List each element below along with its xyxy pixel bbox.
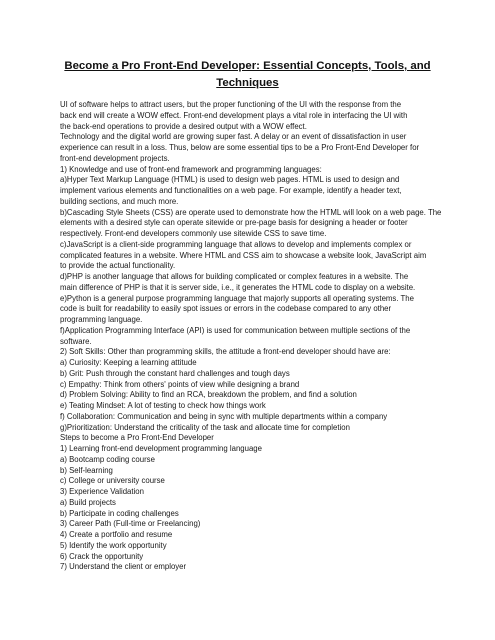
- body-line: a) Build projects: [60, 497, 116, 507]
- body-line: g)Prioritization: Understand the criticality of the task and allocate time for completion: [60, 422, 350, 432]
- body-line: c) College or university course: [60, 476, 165, 486]
- body-line: 2) Soft Skills: Other than programming skills, the attitude a front-end developer should have are:: [60, 347, 391, 357]
- body-line: 1) Learning front-end development programming language: [60, 444, 262, 453]
- body-line: a) Curiosity: Keeping a learning attitude: [60, 358, 197, 367]
- body-line: d) Problem Solving: Ability to find an RCA, breakdown the problem, and find a solution: [60, 390, 357, 400]
- body-line: 1) Knowledge and use of front-end framework and programming languages:: [60, 164, 322, 174]
- body-line: b) Self-learning: [60, 465, 113, 475]
- body-line: back end will create a WOW effect. Front-end development plays a vital role in interfacing the UI with: [60, 110, 408, 120]
- body-line: d)PHP is another language that allows for building complicated or complex features in a website. The: [60, 272, 409, 281]
- body-line: 4) Create a portfolio and resume: [60, 530, 173, 539]
- body-line: Steps to become a Pro Front-End Developer: [60, 433, 214, 443]
- body-line: the back-end operations to provide a desired output with a WOW effect.: [60, 121, 307, 131]
- body-line: c) Empathy: Think from others' points of view while designing a brand: [60, 379, 300, 389]
- body-line: 3) Career Path (Full-time or Freelancing): [60, 519, 201, 529]
- body-line: complicated features in a website. Where HTML and CSS aim to showcase a website look, JavaScript aim: [60, 250, 427, 260]
- body-line: respectively. Front-end developers commonly use sitewide CSS to save time.: [60, 229, 327, 238]
- body-line: 5) Identify the work opportunity: [60, 540, 167, 550]
- body-line: programming language.: [60, 315, 143, 324]
- body-line: e)Python is a general purpose programming language that majorly supports all operating systems. The: [60, 293, 414, 303]
- document-title: [60, 58, 435, 92]
- body-line: to provide the actual functionality.: [60, 261, 176, 271]
- body-line: b)Cascading Style Sheets (CSS) are operate used to demonstrate how the HTML will look on a web page. The: [60, 207, 442, 217]
- body-line: a)Hyper Text Markup Language (HTML) is used to design web pages. HTML is used to design and: [60, 175, 400, 185]
- body-line: 3) Experience Validation: [60, 487, 144, 496]
- body-line: code is built for readability to easily spot issues or errors in the codebase compared to any other: [60, 304, 392, 314]
- body-line: c)JavaScript is a client-side programming language that allows to develop and implements complex or: [60, 239, 412, 249]
- title-line: Become a Pro Front-End Developer: Essential Concepts, Tools, and: [64, 60, 431, 72]
- title-line: Techniques: [216, 77, 279, 89]
- body-line: front-end development projects.: [60, 153, 170, 163]
- body-line: main difference of PHP is that it is server side, i.e., it generates the HTML code to display on a website.: [60, 282, 416, 292]
- body-line: a) Bootcamp coding course: [60, 454, 155, 464]
- body-line: b) Grit: Push through the constant hard challenges and tough days: [60, 368, 290, 378]
- body-line: building sections, and much more.: [60, 196, 179, 206]
- body-line: experience can result in a loss. Thus, below are some essential tips to be a Pro Front-End Developer for: [60, 143, 420, 152]
- body-line: Technology and the digital world are growing super fast. A delay or an event of dissatisfaction in user: [60, 132, 407, 142]
- body-line: e) Teating Mindset: A lot of testing to check how things work: [60, 401, 266, 410]
- body-line: 6) Crack the opportunity: [60, 551, 144, 561]
- body-line: elements with a desired style can operate sitewide or pre-page basis for designing a header or footer: [60, 218, 408, 228]
- body-line: implement various elements and functionalities on a web page. For example, identify a header text,: [60, 186, 402, 195]
- body-line: f)Application Programming Interface (API) is used for communication between multiple sections of the: [60, 325, 411, 335]
- body-line: UI of software helps to attract users, but the proper functioning of the UI with the response from the: [60, 100, 402, 109]
- body-line: software.: [60, 336, 92, 346]
- body-line: b) Participate in coding challenges: [60, 508, 179, 518]
- document-body: [60, 100, 442, 573]
- body-line: f) Collaboration: Communication and being in sync with multiple departments within a company: [60, 411, 388, 421]
- body-line: 7) Understand the client or employer: [60, 562, 187, 572]
